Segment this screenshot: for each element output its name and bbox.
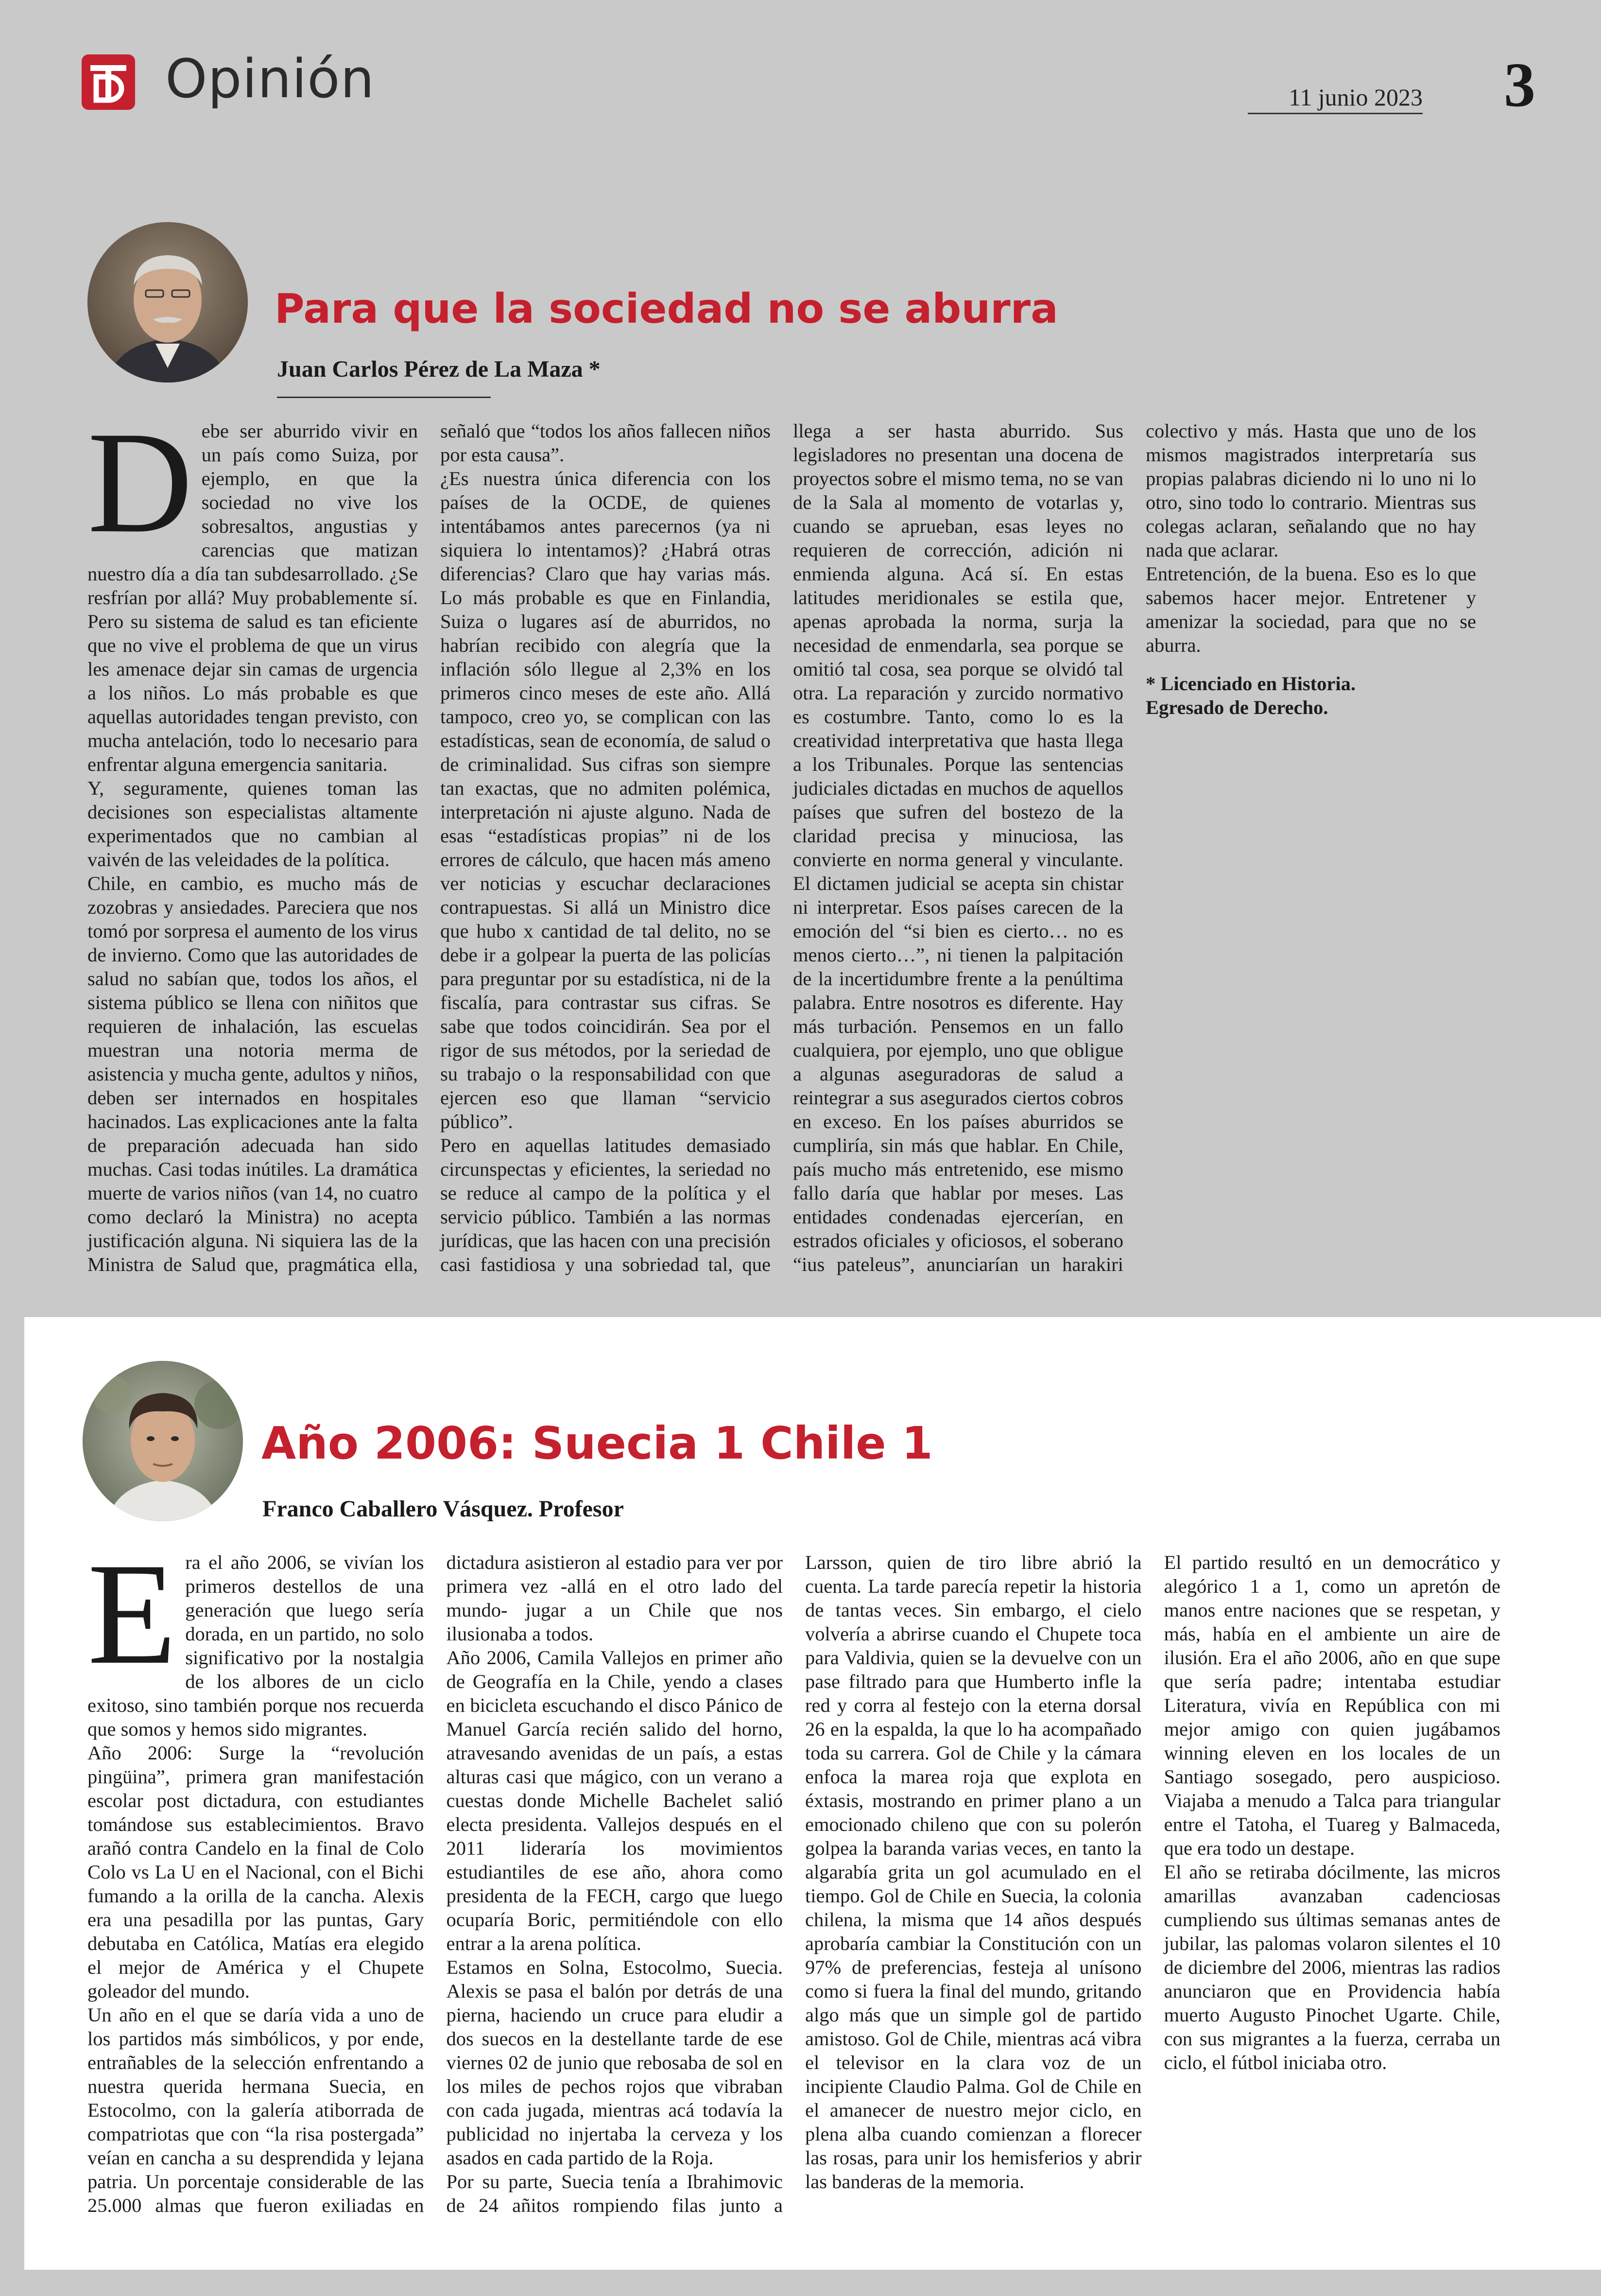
article-byline: Juan Carlos Pérez de La Maza * [277,356,601,382]
article-paragraph: ¿Es nuestra única diferencia con los países de la OCDE, de quienes intentábamos antes parecernos (ya ni siquiera lo intentamos)? ¿Habrá otras diferencias? Claro que hay varias más. Lo más probable es que en Finlandia, Suiza o lugares así de aburridos, no habrían recibido con alegría que la inflación sólo llegue al 2,3% en los primeros cinco meses de este año. Allá tampoco, creo yo, se complican con las estadísticas, sean de economía, de salud o de criminalidad. Sus cifras son siempre tan exactas, que no admiten polémica, interpretación ni ajuste alguno. Nada de esas “estadísticas propias” ni de los errores de cálculo, que hacen más ameno ver noticias y escuchar declaraciones contrapuestas. Si allá un Ministro dice que hubo x cantidad de tal delito, no se debe ir a golpear la puerta de las policías para preguntar por su estadística, ni de la fiscalía, para contrastar sus cifras. Se sabe que todos coincidirán. Sea por el rigor de sus métodos, por la seriedad de su trabajo o la responsabilidad con que ejercen eso que llaman “servicio público”. [440,468,771,1132]
byline-underline [277,397,491,398]
section-title: Opinión [165,48,375,110]
date-underline [1248,113,1423,114]
drop-cap: D [87,401,193,563]
newspaper-logo-icon [82,54,135,110]
author-footnote: * Licenciado en Historia. Egresado de Derecho. [1146,673,1356,718]
page-number: 3 [1504,50,1535,120]
article-paragraph: El partido resultó en un democrático y alegórico 1 a 1, como un apretón de manos entre naciones que se respetan, y más, había en el ambiente un aire de ilusión. Era el año 2006, año en que supe que sería padre; intentaba estudiar Literatura, vivía en República con mi mejor amigo con quien jugábamos winning eleven en los locales de un Santiago sosegado, pero auspicioso. Viajaba a menudo a Talca para triangular entre el Tatoha, el Tuareg y Balmaceda, que era todo un destape. [1164,1551,1500,1859]
article-paragraph: Debe ser aburrido vivir en un país como Suiza, por ejemplo, en que la sociedad no vive los sobresaltos, angustias y carencias que matizan nuestro día a día tan subdesarrollado. ¿Se resfrían por allá? Muy probablemente sí. Pero su sistema de salud es tan eficiente que no vive el problema de que un virus les amenace dejar sin camas de urgencia a los niños. Lo más probable es que aquellas autoridades tengan previsto, con mucha antelación, todo lo necesario para enfrentar alguna emergencia sanitaria. [87,401,418,775]
article-sweden-chile [24,1317,1601,2270]
author-portrait-photo [83,1361,243,1521]
article-paragraph: Estamos en Solna, Estocolmo, Suecia. Alexis se pasa el balón por detrás de una pierna, haciendo un cruce para eludir a dos suecos en la destellante tarde de ese viernes 02 de junio que rebosaba de sol en los miles de pechos rojos que vibraban con cada jugada, mientras acá todavía la publicidad no injertaba la cerveza y los asados en cada partido de la Roja. [446,1956,783,2169]
article-headline: Año 2006: Suecia 1 Chile 1 [261,1417,933,1469]
article-paragraph: Era el año 2006, se vivían los primeros destellos de una generación que luego sería dorada, en un partido, no solo significativo por la nostalgia de los albores de un ciclo exitoso, sino también porque nos recuerda que somos y hemos sido migrantes. [87,1533,424,1740]
article-paragraph: Y, seguramente, quienes toman las decisiones son especialistas altamente experimentados que no cambian al vaivén de las veleidades de la política. [87,777,418,870]
article-paragraph: Un año en el que se daría vida a uno de los partidos más simbólicos, y por ende, entrañables de la selección enfrentando a nuestra querida hermana Suecia, en Estocolmo, con la galería atiborrada de compatriotas que con “la risa postergada” veían en cancha a su desprendida y lejana patria. Un porcentaje considerable de las 25.000 almas que fueron exiliadas en dictadura asistieron al estadio para ver por primera vez -allá en el otro lado del mundo- jugar a un Chile que nos ilusionaba a todos. [87,1551,783,2216]
article-paragraph: Año 2006, Camila Vallejos en primer año de Geografía en la Chile, yendo a clases en bicicleta escuchando el disco Pánico de Manuel García recién salido del horno, atravesando avenidas de un país, a estas alturas casi que mágico, con un verano a cuestas donde Michelle Bachelet salió electa presidenta. Vallejos después en el 2011 lideraría los movimientos estudiantiles de ese año, ahora como presidenta de la FECH, cargo que luego ocuparía Boric, permitiéndole con ello entrar a la arena política. [446,1647,783,1954]
article-body [87,401,1476,1289]
drop-cap: E [87,1533,177,1694]
article-society [0,122,1601,1307]
article-paragraph: Chile, en cambio, es mucho más de zozobras y ansiedades. Pareciera que nos tomó por sorpresa el aumento de los virus de invierno. Como que las autoridades de salud no sabían que, todos los años, el sistema público se llena con niñitos que requieren de inhalación, las escuelas muestran una notoria merma de asistencia y mucha gente, adultos y niños, deben ser internados en hospitales hacinados. Las explicaciones ante la falta de preparación adecuada han sido muchas. Casi todas inútiles. La dramática muerte de varios niños (van 14, no cuatro como declaró la Ministra) no acepta justificación alguna. Ni siquiera las de la Ministra de Salud que, pragmática ella, señaló que “todos los años fallecen niños por esta causa”. [87,420,771,1275]
article-byline: Franco Caballero Vásquez. Profesor [262,1496,624,1522]
article-body [87,1533,1500,2236]
author-portrait-photo [87,222,248,383]
article-paragraph: Por su parte, Suecia tenía a Ibrahimovic de 24 añitos rompiendo filas junto a Larsson, quien de tiro libre abrió la cuenta. La tarde parecía repetir la historia de tantas veces. Sin embargo, el cielo volvería a abrirse cuando el Chupete toca para Valdivia, quien se la devuelve con un pase filtrado para que Humberto infle la red y corra al festejo con la eterna dorsal 26 en la espalda, la que lo ha acompañado toda su carrera. Gol de Chile y la cámara enfoca la marea roja que explota en éxtasis, mostrando en primer plano a un emocionado chileno que con su polerón golpea la baranda varias veces, en tanto la algarabía grita un gol acumulado en el tiempo. Gol de Chile en Suecia, la colonia chilena, la misma que 14 años después aprobaría cambiar la Constitución con un 97% de preferencias, festeja al unísono como si fuera la final del mundo, gritando algo más que un simple gol de partido amistoso. Gol de Chile, mientras acá vibra el televisor en la clara voz de un incipiente Claudio Palma. Gol de Chile en el amanecer de nuestro mejor ciclo, en plena alba cuando comienzan a florecer las rosas, para unir los hemisferios y abrir las banderas de la memoria. [446,1551,1142,2216]
page-masthead [0,0,1601,122]
issue-date: 11 junio 2023 [1289,84,1423,111]
article-headline: Para que la sociedad no se aburra [275,285,1058,332]
article-paragraph: El año se retiraba dócilmente, las micros amarillas avanzaban cadenciosas cumpliendo sus últimas semanas antes de jubilar, las palomas volaron silentes el 10 de diciembre del 2006, mientras las radios anunciaron que en Providencia había muerto Augusto Pinochet Ugarte. Chile, con sus migrantes a la fuerza, cerraba un ciclo, el fútbol iniciaba otro. [1164,1861,1500,2073]
article-paragraph: Año 2006: Surge la “revolución pingüina”, primera gran manifestación escolar post dictadura, con estudiantes tomándose sus establecimientos. Bravo arañó contra Candelo en la final de Colo Colo vs La U en el Nacional, con el Bichi fumando a la orilla de la cancha. Alexis era una pesadilla por las puntas, Gary debutaba en Católica, Matías era elegido el mejor de América y el Chupete goleador del mundo. [87,1742,424,2002]
article-paragraph: Pero en aquellas latitudes demasiado circunspectas y eficientes, la seriedad no se reduce al campo de la política y el servicio público. También a las normas jurídicas, que las hacen con una precisión casi fastidiosa y una sobriedad tal, que llega a ser hasta aburrido. Sus legisladores no presentan una docena de proyectos sobre el mismo tema, no se van de la Sala al momento de votarlas y, cuando se aprueban, esas leyes no requieren de corrección, adición ni enmienda alguna. Acá sí. En estas latitudes meridionales se estila que, apenas aprobada la norma, surja la necesidad de enmendarla, sea porque se omitió tal cosa, sea porque se olvidó tal otra. La reparación y zurcido normativo es costumbre. Tanto, como lo es la creatividad interpretativa que hasta llega a los Tribunales. Porque las sentencias judiciales dictadas en muchos de aquellos países que sufren del bostezo de la claridad precisa y minuciosa, las convierte en norma general y vinculante. El dictamen judicial se acepta sin chistar ni interpretar. Esos países carecen de la emoción del “si bien es cierto… no es menos cierto…”, ni tienen la palpitación de la incertidumbre frente a la penúltima palabra. Entre nosotros es diferente. Hay más turbación. Pensemos en un fallo cualquiera, por ejemplo, uno que obligue a algunas aseguradoras de salud a reintegrar a sus asegurados ciertos cobros en exceso. En los países aburridos se cumpliría, sin más que hablar. En Chile, país mucho más entretenido, ese mismo fallo daría que hablar por meses. Las entidades condenadas ejercerían, en estrados oficiales y oficiosos, el soberano “ius pateleus”, anunciarían un harakiri colectivo y más. Hasta que uno de los mismos magistrados interpretaría sus propias palabras diciendo ni lo uno ni lo otro, sino todo lo contrario. Mientras sus colegas aclaran, señalando que no hay nada que aclarar. [440,420,1476,1275]
article-paragraph: Entretención, de la buena. Eso es lo que sabemos hacer mejor. Entretener y amenizar la sociedad, para que no se aburra. [1146,563,1476,656]
